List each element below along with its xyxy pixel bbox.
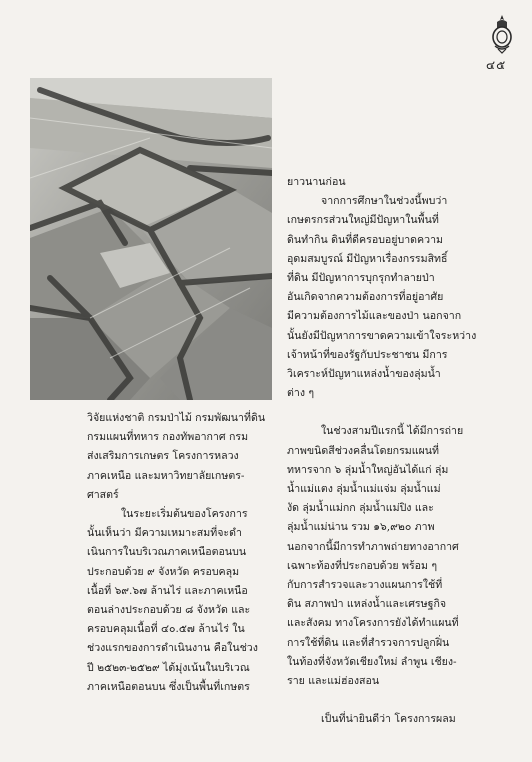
- text-line: วิจัยแห่งชาติ กรมป่าไม้ กรมพัฒนาที่ดิน: [87, 412, 266, 424]
- text-line: กับการสำรวจและวางแผนการใช้ที่: [287, 579, 443, 592]
- paragraph-start: ในช่วงสามปีแรกนี้ ได้มีการถ่าย: [321, 425, 464, 438]
- aerial-photo: [30, 78, 272, 400]
- text-line: เนินการในบริเวณภาคเหนือตอนบน: [87, 546, 247, 559]
- text-line: ครอบคลุมเนื้อที่ ๔๐.๕๗ ล้านไร่ ใน: [87, 623, 245, 636]
- page-number: ๔๕: [486, 58, 507, 72]
- text-line: ยาวนานก่อน: [287, 176, 346, 188]
- text-line: เนื้อที่ ๖๙.๖๗ ล้านไร่ และภาคเหนือ: [87, 584, 248, 597]
- text-line: เกษตรกรส่วนใหญ่มีปัญหาในพื้นที่: [287, 214, 439, 227]
- text-line: ภาคเหนือ และมหาวิทยาลัยเกษตร-: [87, 469, 245, 482]
- text-line: น้ำแม่แตง ลุ่มน้ำแม่แจ่ม ลุ่มน้ำแม่: [287, 483, 441, 496]
- text-line: ภาคเหนือตอนบน ซึ่งเป็นพื้นที่เกษตร: [87, 680, 250, 693]
- text-line: งัด ลุ่มน้ำแม่กก ลุ่มน้ำแม่ปิง และ: [287, 502, 434, 515]
- text-line: ที่ดิน มีปัญหาการบุกรุกทำลายป่า: [287, 272, 435, 285]
- text-line: ภาพขนิดสีช่วงคลื่นโดยกรมแผนที่: [287, 444, 440, 457]
- text-line: ปี ๒๕๒๓-๒๕๒๙ ได้มุ่งเน้นในบริเวณ: [87, 661, 250, 674]
- text-line: ตอนล่างประกอบด้วย ๘ จังหวัด และ: [87, 604, 251, 617]
- text-line: อันเกิดจากความต้องการที่อยู่อาศัย: [287, 291, 444, 304]
- text-line: ทหารจาก ๖ ลุ่มน้ำใหญ่อันได้แก่ ลุ่ม: [287, 463, 449, 476]
- paragraph-start: เป็นที่น่ายินดีว่า โครงการผลม: [321, 713, 456, 726]
- text-line: ในท้องที่จังหวัดเชียงใหม่ ลำพูน เชียง-: [287, 655, 457, 668]
- text-line: ศาสตร์: [87, 488, 119, 501]
- royal-emblem-icon: [489, 14, 515, 54]
- text-line: ส่งเสริมการเกษตร โครงการหลวง: [87, 450, 239, 463]
- text-line: เจ้าหน้าที่ของรัฐกับประชาชน มีการ: [287, 348, 448, 361]
- text-line: การใช้ที่ดิน และที่สำรวจการปลูกฝิ่น: [287, 636, 450, 649]
- text-line: นอกจากนี้มีการทำภาพถ่ายทางอากาศ: [287, 540, 459, 553]
- text-line: ดิน สภาพป่า แหล่งน้ำและเศรษฐกิจ: [287, 598, 447, 611]
- left-column-text: [87, 409, 283, 697]
- text-line: ลุ่มน้ำแม่น่าน รวม ๑๖,๙๒๐ ภาพ: [287, 521, 435, 534]
- text-line: อุดมสมบูรณ์ มีปัญหาเรื่องกรรมสิทธิ์: [287, 252, 448, 265]
- text-line: วิเคราะห์ปัญหาแหล่งน้ำของลุ่มน้ำ: [287, 368, 441, 381]
- text-line: ราย และแม่ฮ่องสอน: [287, 675, 380, 688]
- text-line: เฉพาะท้องที่ประกอบด้วย พร้อม ๆ: [287, 559, 438, 572]
- paragraph-gap: [287, 403, 503, 422]
- paragraph-start: ในระยะเริ่มต้นของโครงการ: [121, 508, 248, 521]
- text-line: มีความต้องการไม้และของป่า นอกจาก: [287, 310, 462, 323]
- text-line: ต่าง ๆ: [287, 387, 315, 400]
- text-line: นั้นยังมีปัญหาการขาดความเข้าใจระหว่าง: [287, 329, 477, 342]
- text-line: ดินทำกิน ดินที่ดีครอบอยู่บาดความ: [287, 233, 444, 246]
- text-line: นั้นเห็นว่า มีความเหมาะสมที่จะดำ: [87, 527, 242, 540]
- right-column-text: [287, 173, 503, 729]
- text-line: กรมแผนที่ทหาร กองทัพอากาศ กรม: [87, 431, 249, 444]
- paragraph-start: จากการศึกษาในช่วงนี้พบว่า: [321, 195, 448, 208]
- text-line: ประกอบด้วย ๙ จังหวัด ครอบคลุม: [87, 565, 240, 578]
- text-line: และสังคม ทางโครงการยังได้ทำแผนที่: [287, 617, 459, 630]
- paragraph-gap: [287, 691, 503, 710]
- text-line: ช่วงแรกของการดำเนินงาน คือในช่วง: [87, 642, 258, 655]
